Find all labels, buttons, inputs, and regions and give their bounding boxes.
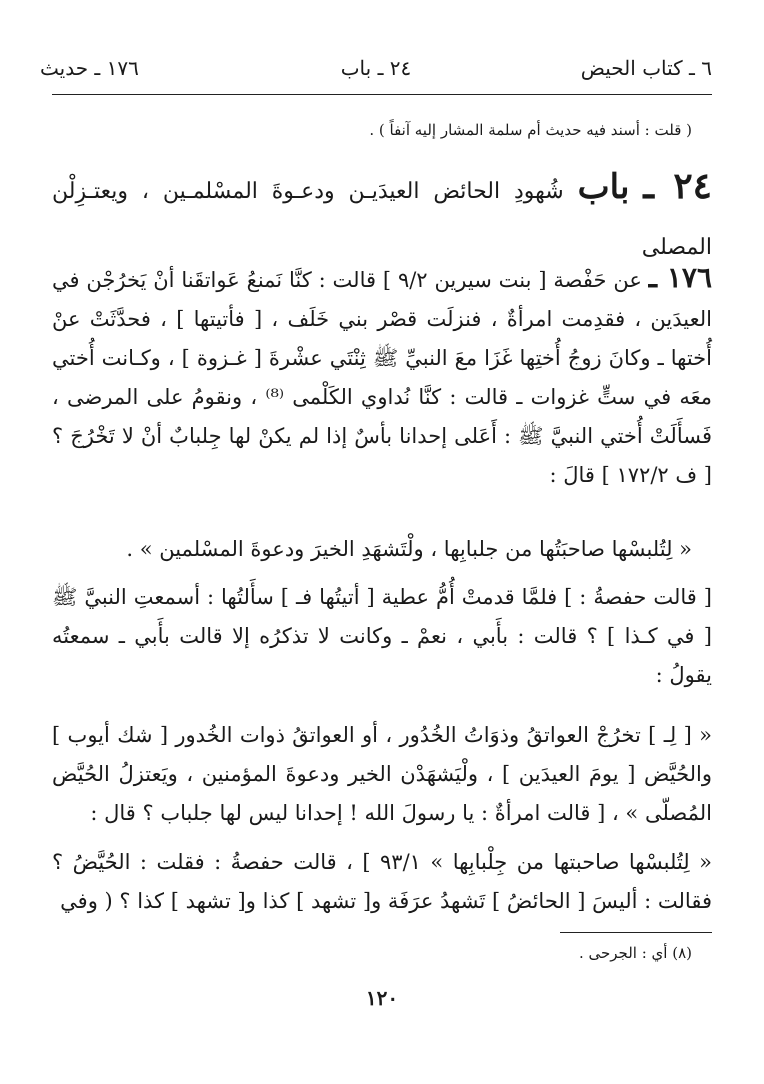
header-hadith: ١٧٦ ـ حديث [40,56,139,80]
page-number: ١٢٠ [365,986,399,1010]
prophet-quote: « لِتُلبسْها صاحبَتُها من جلبابِها ، ولْتَشهَدِ الخيرَ ودعوةَ المسْلمين » . [126,537,692,561]
footnote-divider [560,932,712,933]
chapter-word: باب [577,167,630,207]
hadith-paragraph [52,258,712,495]
hadith-number: ١٧٦ ـ [648,261,713,294]
footnote: (٨) أي : الجرحى . [578,944,692,962]
header-chapter: ٢٤ ـ باب [340,56,412,80]
header-book-title: ٦ ـ كتاب الحيض [580,56,712,80]
chapter-title: شُهودِ الحائض العيدَيـن ودعـوةَ المسْلمـين ، ويعتـزِلْن المصلى [52,179,712,260]
continuation-paragraph: « لِتُلبسْها صاحبتها من جِلْبابِها » ٩٣/١ ] ، قالت حفصةُ : فقلت : الحُيَّضُ ؟ فقالت : أليسَ [ الحائضُ ] تَشهدُ عرَفَة و[ تشهد ] كذا و[ تشهد ] كذا ؟ ( وفي [52,850,713,913]
hadith-text: عن حَفْصة [ بنت سيرين ٩/٢ ] قالت : كنَّا نَمنعُ عَواتقَنا أنْ يَخرُجْن في العيدَين ، فقدِمت امرأةٌ ، فنزلَت قصْر بني خَلَف ، [ فأتيتها ] ، فحدَّثَتْ عنْ أُختها ـ وكانَ زوجُ أُختِها غَزَا معَ النبيِّ ﷺ ثِنْتَي عشْرةَ [ غـزوة ] ، وكـانت أُختي معَه في ستٍّ غزوات ـ قالت : كنَّا نُداوي الكَلْمى ⁽⁸⁾ ، ونقومُ على المرضى ، فَسأَلَتْ أُختي النبيَّ ﷺ : أَعَلى إحدانا بأسٌ إذا لم يكنْ لها جِلبابٌ أنْ لا تَخْرُجَ ؟ [ ف ١٧٢/٢ ] قالَ : [52,268,712,487]
chapter-number: ٢٤ ـ [643,165,713,207]
header-divider [52,94,712,95]
running-header [40,50,712,86]
quote-paragraph: « [ لِـ ] تخرُجْ العواتقُ وذوَاتُ الخُدُور ، أو العواتقُ ذوات الخُدور [ شك أيوب ] والحُيَّض [ يومَ العيدَين ] ، ولْيَشهَدْن الخير ودعوةَ المؤمنين ، ويَعتزلُ الحُيَّض المُصلّى » ، [ قالت امرأةٌ : يا رسولَ الله ! إحدانا ليس لها جلباب ؟ قال : [52,723,712,825]
editor-note: ( قلت : أسند فيه حديث أم سلمة المشار إليه آنفاً ) . [369,121,692,139]
narration-paragraph: [ قالت حفصةُ : ] فلمَّا قدمتْ أُمُّ عطية [ أتيتُها فـ ] سأَلتُها : أسمعتِ النبيَّ ﷺ [ في كـذا ] ؟ قالت : بأَبي ، نعمْ ـ وكانت لا تذكرُه إلا قالت بأَبي ـ سمعتُه يقولُ : [52,585,712,687]
